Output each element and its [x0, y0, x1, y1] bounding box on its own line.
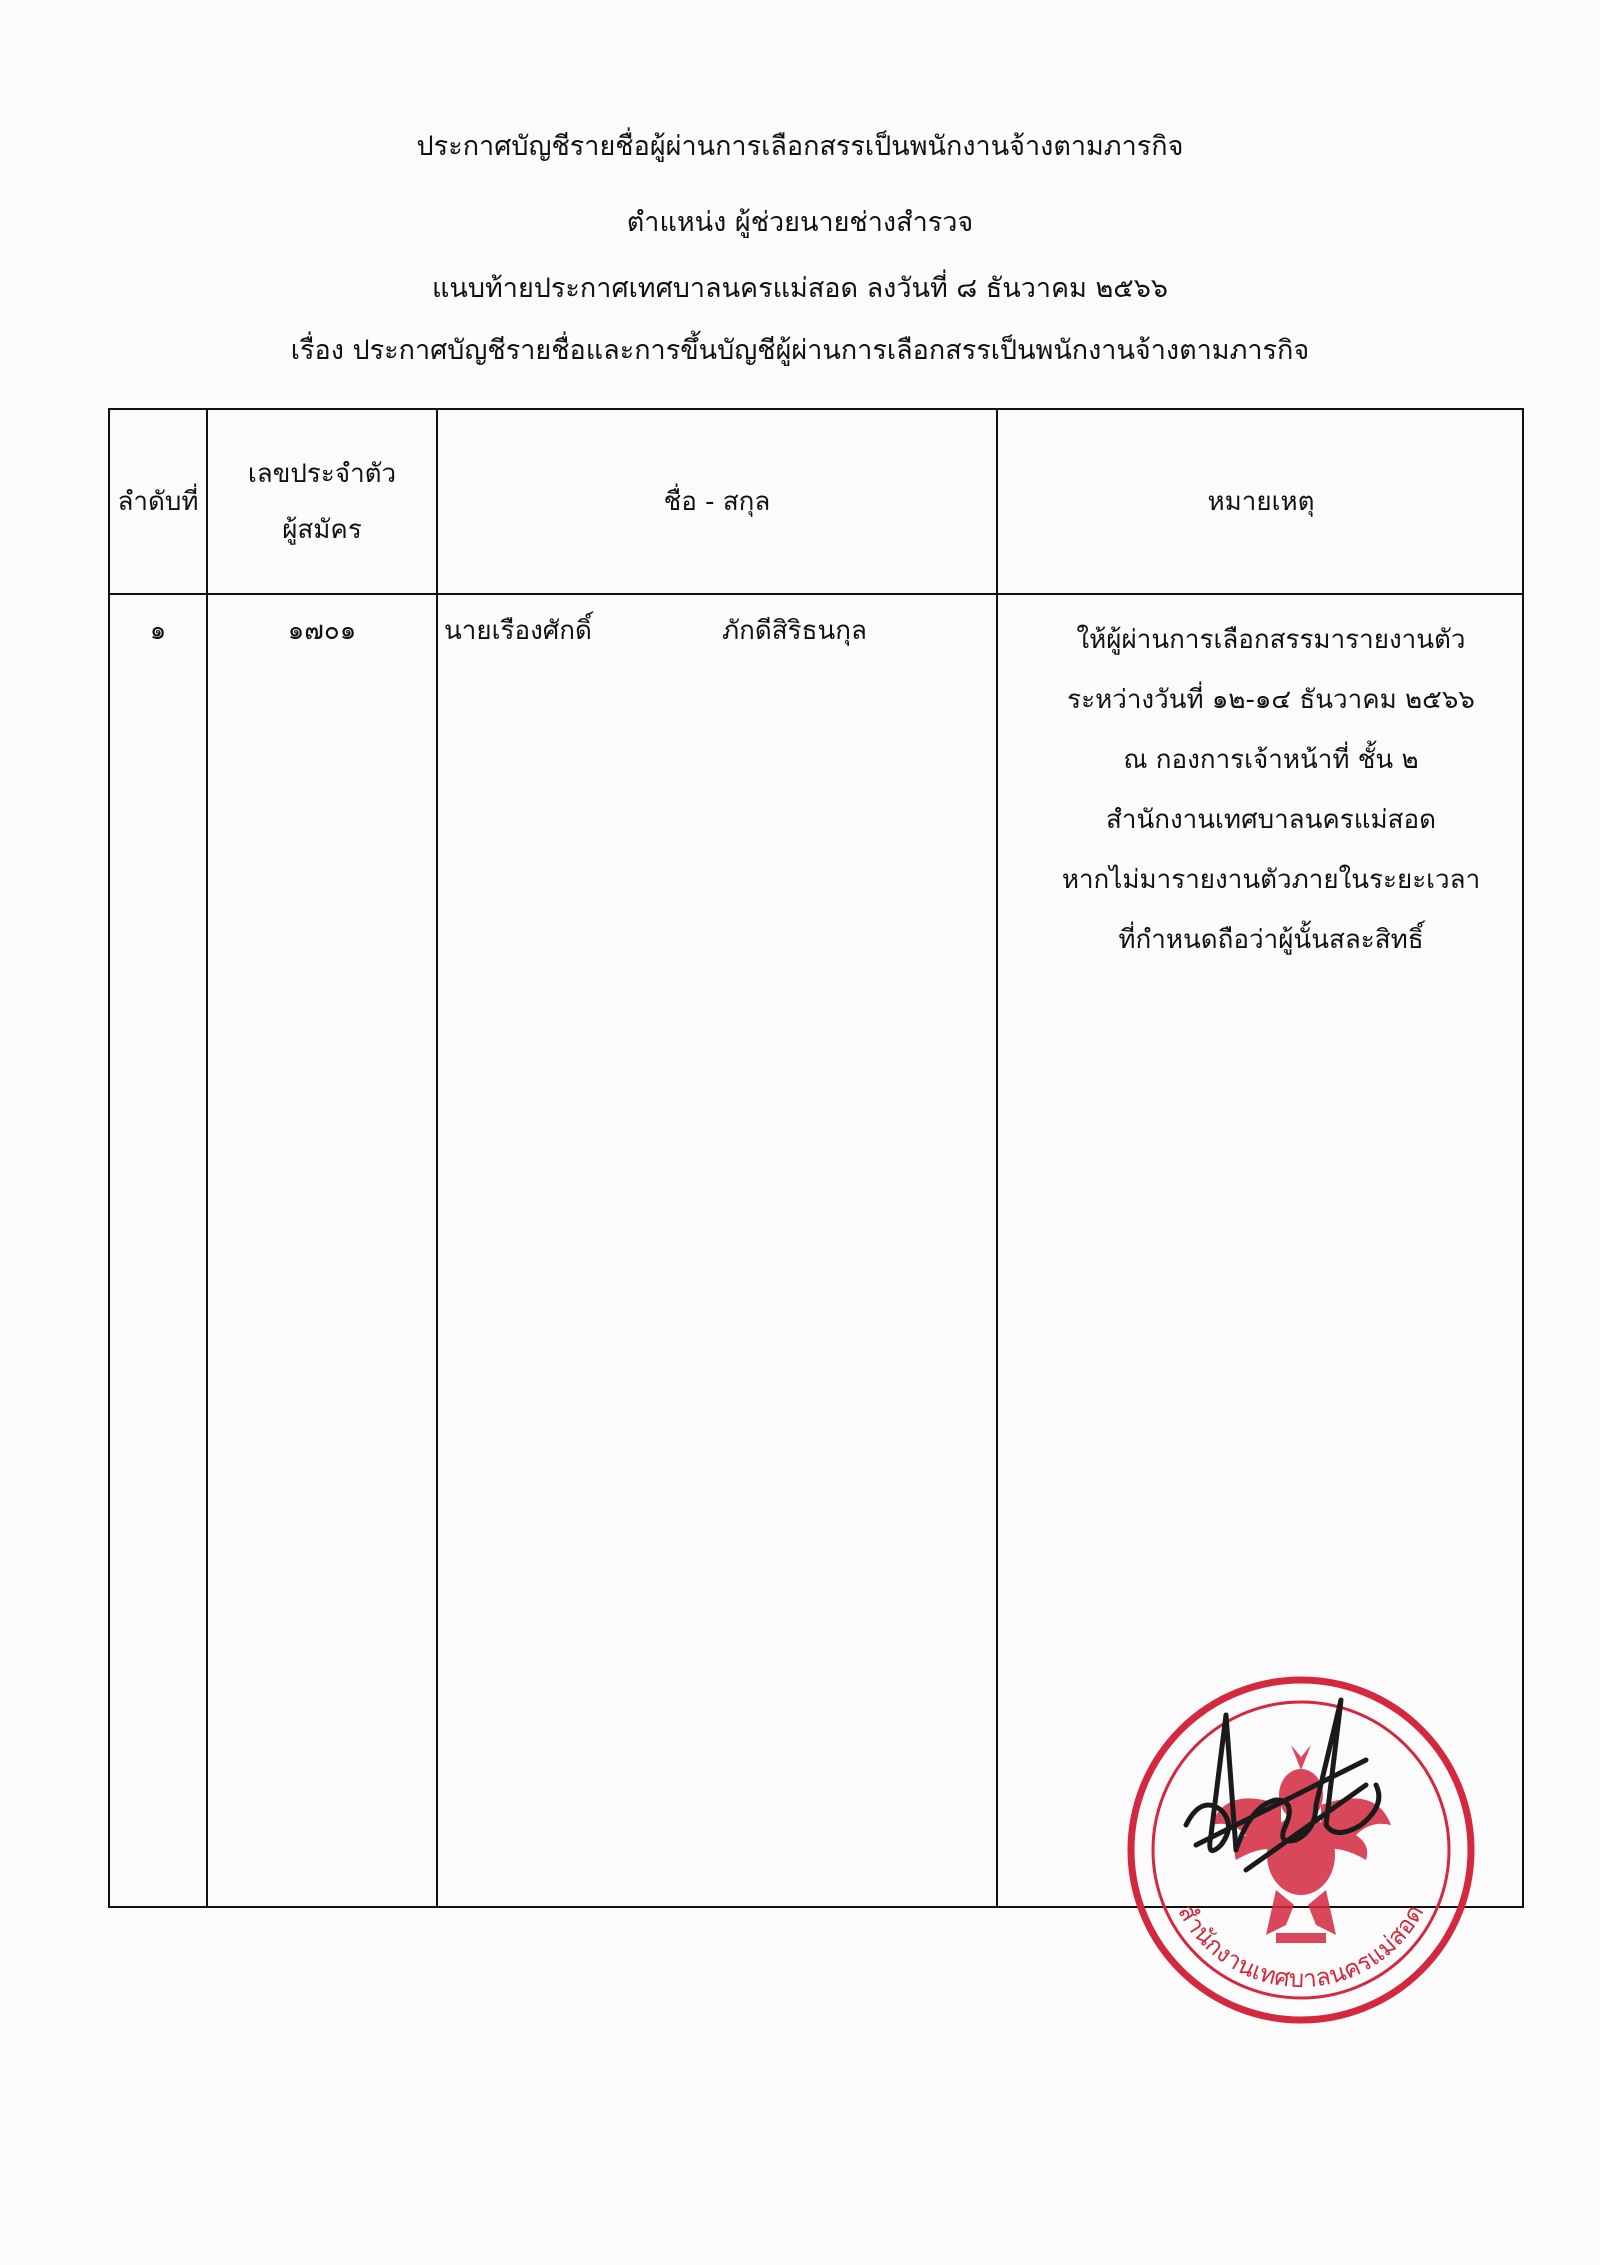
official-seal — [1126, 1675, 1476, 2025]
column-divider — [996, 410, 998, 1906]
column-header-order: ลำดับที่ — [117, 486, 199, 517]
row-last-name: ภักดีสิริธนกุล — [722, 616, 867, 646]
header-position: ตำแหน่ง ผู้ช่วยนายช่างสำรวจ — [626, 207, 974, 238]
seal-text: สำนักงานเทศบาลนครแม่สอด — [1172, 1899, 1430, 1994]
row-first-name: นายเรืองศักดิ์ — [444, 616, 592, 646]
row-remarks: ให้ผู้ผ่านการเลือกสรรมารายงานตัว ระหว่างวันที่ ๑๒-๑๔ ธันวาคม ๒๕๖๖ ณ กองการเจ้าหน้าที่ ชั้น ๒ สำนักงานเทศบาลนครแม่สอด หากไม่มารายงานตัวภายในระยะเวลา ที่กำหนดถือว่าผู้นั้นสละสิทธิ์ — [1061, 625, 1481, 955]
column-header-remarks: หมายเหตุ — [1207, 486, 1315, 517]
row-order: ๑ — [149, 616, 167, 646]
column-header-name: ชื่อ - สกุล — [663, 486, 771, 517]
header-title: ประกาศบัญชีรายชื่อผู้ผ่านการเลือกสรรเป็นพนักงานจ้างตามภารกิจ — [416, 131, 1184, 162]
column-divider — [436, 410, 438, 1906]
header-row-divider — [110, 593, 1522, 595]
header-attachment: แนบท้ายประกาศเทศบาลนครแม่สอด ลงวันที่ ๘ ธันวาคม ๒๕๖๖ — [432, 273, 1168, 304]
row-applicant-id: ๑๗๐๑ — [287, 616, 357, 646]
column-header-applicant-id: เลขประจำตัว ผู้สมัคร — [247, 458, 397, 545]
header-subject: เรื่อง ประกาศบัญชีรายชื่อและการขึ้นบัญชีผู้ผ่านการเลือกสรรเป็นพนักงานจ้างตามภารกิจ — [290, 335, 1310, 366]
